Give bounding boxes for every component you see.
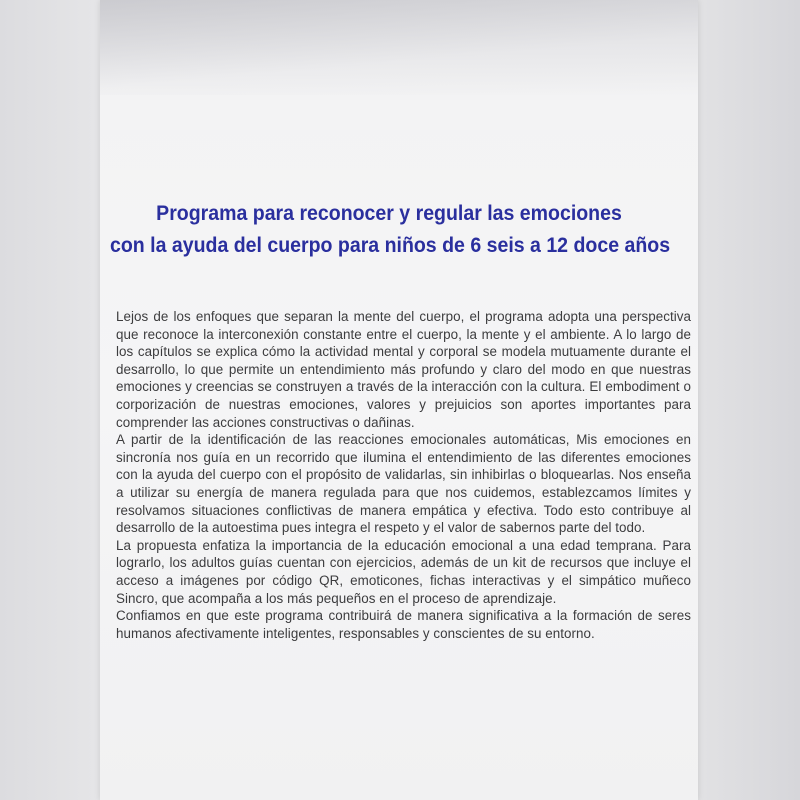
cover-fold-shadow xyxy=(100,0,698,95)
book-description xyxy=(116,308,691,642)
right-background-area xyxy=(695,0,800,800)
left-background-area xyxy=(0,0,105,800)
description-paragraph: Confiamos en que este programa contribuirá de manera significativa a la formación de seres humanos afectivamente inteligentes, responsables y conscientes de su entorno. xyxy=(116,608,691,641)
description-paragraph: Lejos de los enfoques que separan la mente del cuerpo, el programa adopta una perspectiva que reconoce la interconexión constante entre el cuerpo, la mente y el ambiente. A lo largo de los capítulos se explica cómo la actividad mental y corporal se modela mutuamente durante el desarrollo, lo que permite un entendimiento más profundo y claro del modo en que nuestras emociones y creencias se construyen a través de la interacción con la cultura. El embodiment o corporización de nuestras emociones, valores y prejuicios son aportes importantes para comprender las acciones constructivas o dañinas. xyxy=(116,309,691,430)
book-title-line-2: con la ayuda del cuerpo para niños de 6 seis a 12 doce años xyxy=(110,234,671,257)
book-title xyxy=(110,198,671,262)
book-title-line-1: Programa para reconocer y regular las emociones xyxy=(156,202,622,225)
description-paragraph: A partir de la identificación de las reacciones emocionales automáticas, Mis emociones en sincronía nos guía en un recorrido que ilumina el entendimiento de las diferentes emociones con la ayuda del cuerpo con el propósito de validarlas, sin inhibirlas o bloquearlas. Nos enseña a utilizar su energía de manera regulada para que nos cuidemos, establezcamos límites y resolvamos situaciones conflictivas de manera empática y efectiva. Todo esto contribuye al desarrollo de la autoestima pues integra el respeto y el valor de sabernos parte del todo. xyxy=(116,432,691,536)
description-paragraph: La propuesta enfatiza la importancia de la educación emocional a una edad temprana. Para lograrlo, los adultos guías cuentan con ejercicios, además de un kit de recursos que incluye el acceso a imágenes por código QR, emoticones, fichas interactivas y el simpático muñeco Sincro, que acompaña a los más pequeños en el proceso de aprendizaje. xyxy=(116,537,691,606)
